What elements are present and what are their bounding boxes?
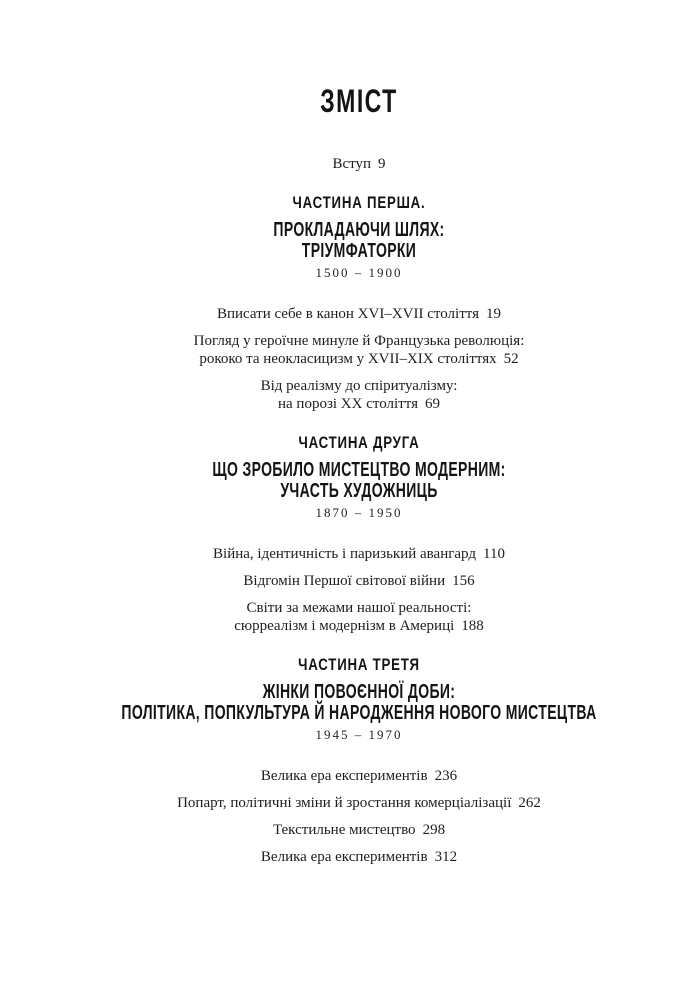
entry-line: на порозі XX століття 69 [277,396,440,412]
entry-line: Світи за межами нашої реальності: [246,600,472,616]
part-section-3 [18,655,700,866]
page-number: 110 [483,546,505,562]
entry-line: Війна, ідентичність і паризький авангард 110 [213,546,505,562]
part-title [120,220,597,262]
page-number: 19 [486,306,502,322]
toc-entry [18,305,700,323]
toc-entry [18,821,700,839]
toc-entry [18,599,700,635]
entry-line: сюрреалізм і модернізм в Америці 188 [234,618,484,634]
chapter-list [18,305,700,413]
entry-line: Текстильне мистецтво 298 [272,822,446,838]
page-number: 9 [378,156,386,172]
entry-line: Відгомін Першої світової війни 156 [243,573,475,589]
toc-entry [18,332,700,368]
part-title [120,682,597,724]
part-section-2 [18,433,700,635]
toc-entry [18,572,700,590]
page-number: 298 [422,822,446,838]
entry-line: рококо та неокласицизм у XVII–XIX століттях 52 [199,351,519,367]
part-title-line: ЖІНКИ ПОВОЄННОЇ ДОБИ: [262,681,456,703]
part-years: 1870 – 1950 [315,505,403,520]
entry-line: Велика ера експериментів 312 [260,849,458,865]
entry-line: Попарт, політичні зміни й зростання комерціалізації 262 [177,795,541,811]
toc-entry [18,377,700,413]
part-kicker: ЧАСТИНА ПЕРША. [292,193,426,212]
part-title [120,460,597,502]
toc-entry [18,767,700,785]
toc-entry [18,848,700,866]
part-years: 1500 – 1900 [315,265,403,280]
entry-line: Від реалізму до спіритуалізму: [260,378,458,394]
toc-entry [18,794,700,812]
toc-entry [18,545,700,563]
part-title-line: УЧАСТЬ ХУДОЖНИЦЬ [280,480,438,502]
part-title-line: ЩО ЗРОБИЛО МИСТЕЦТВО МОДЕРНИМ: [212,459,506,481]
part-section-1 [18,193,700,413]
part-title-line: ТРІУМФАТОРКИ [301,240,417,262]
page-number: 312 [434,849,458,865]
chapter-list [18,545,700,635]
page-number: 52 [503,351,519,367]
entry-label: Вступ [332,156,372,172]
part-title-line: ПРОКЛАДАЮЧИ ШЛЯХ: [273,219,445,241]
page-title: ЗМІСТ [320,83,398,119]
page-number: 262 [518,795,541,811]
part-kicker: ЧАСТИНА ТРЕТЯ [298,655,420,674]
page-number: 188 [461,618,484,634]
chapter-list [18,767,700,866]
part-years: 1945 – 1970 [315,727,403,742]
part-kicker: ЧАСТИНА ДРУГА [298,433,420,452]
toc-page [18,0,700,866]
page-number: 236 [434,768,458,784]
entry-line: Велика ера експериментів 236 [260,768,458,784]
entry-line: Вписати себе в канон XVI–XVII століття 19 [216,306,502,322]
page-number: 69 [425,396,440,412]
part-title-line: ПОЛІТИКА, ПОПКУЛЬТУРА Й НАРОДЖЕННЯ НОВОГО МИСТЕЦТВА [121,702,597,724]
entry-line: Погляд у героїчне минуле й Французька революція: [193,333,525,349]
page-number: 156 [452,573,475,589]
toc-entry-intro [18,155,700,173]
